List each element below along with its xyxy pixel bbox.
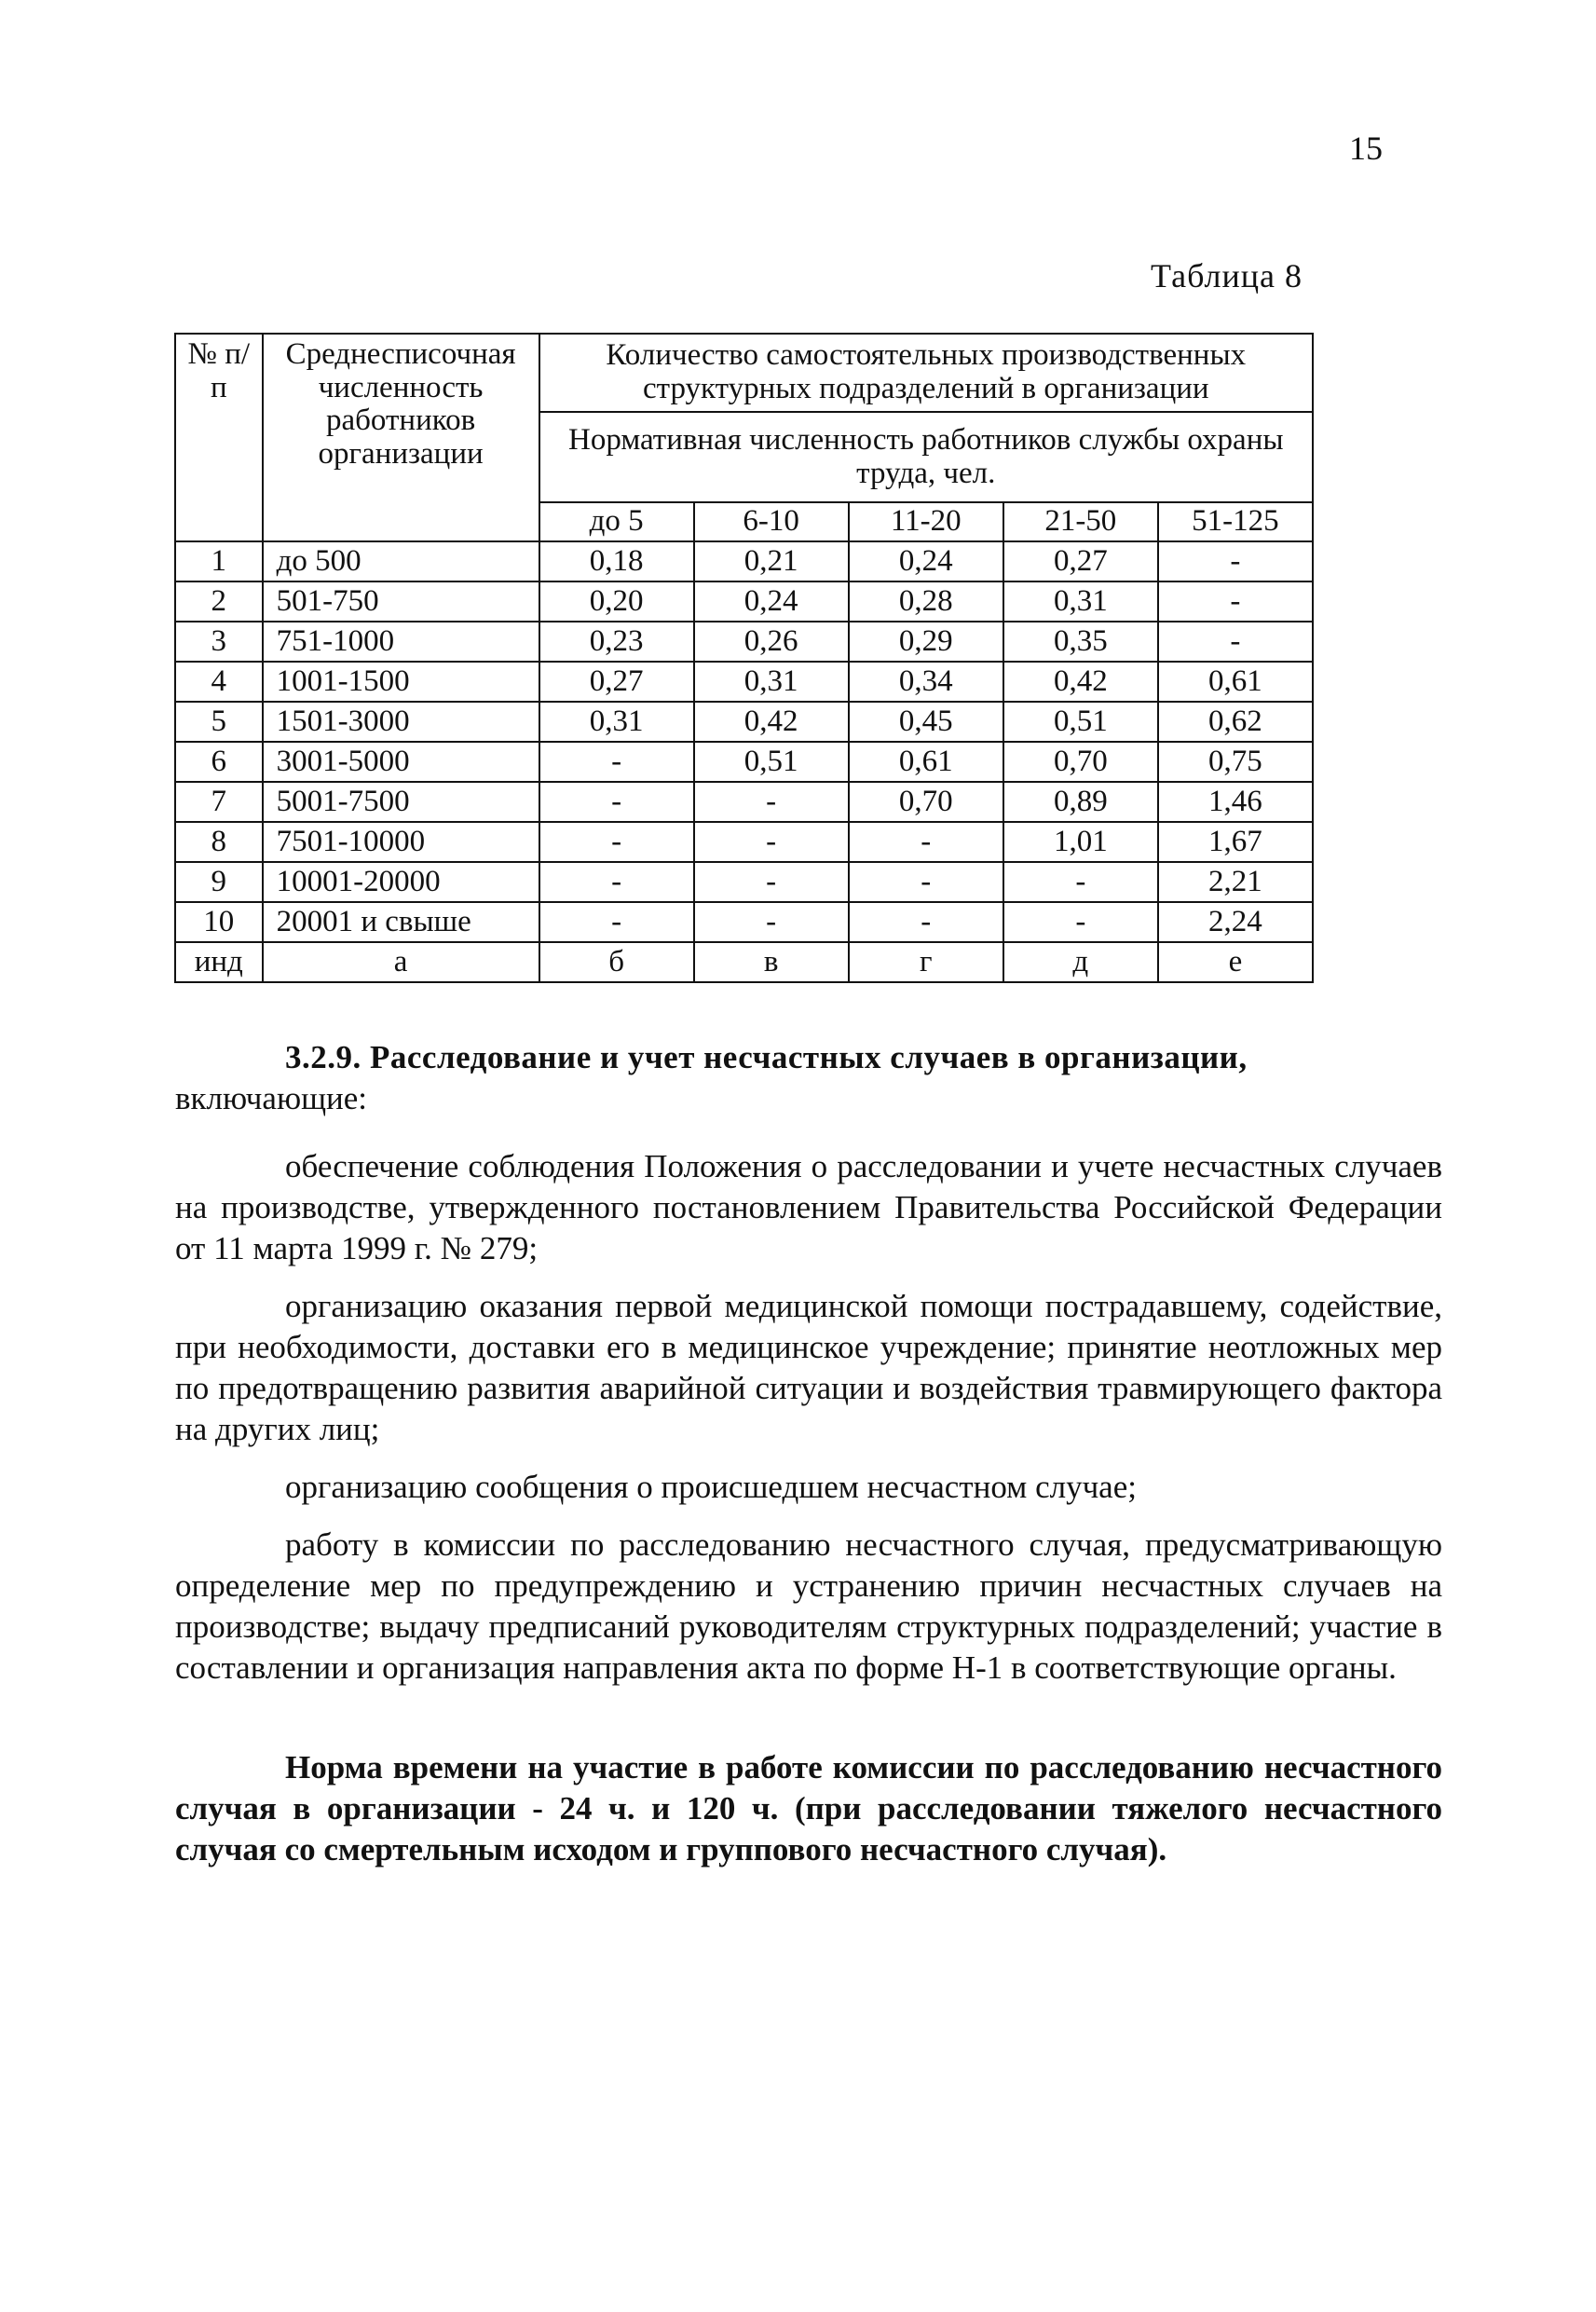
section-heading-bold: 3.2.9. Расследование и учет несчастных случаев в организации,: [285, 1039, 1248, 1075]
row-number-cell: 10: [175, 902, 263, 942]
value-cell: 0,28: [849, 581, 1003, 622]
headcount-range-cell: 751-1000: [263, 622, 539, 662]
paragraph: обеспечение соблюдения Положения о расследовании и учете несчастных случаев на производстве, утвержденного постановлением Правительства Российской Федерации от 11 марта 1999 г. № 279;: [175, 1148, 1442, 1266]
value-cell: 0,24: [694, 581, 849, 622]
table-row: [175, 541, 1313, 581]
value-cell: -: [539, 862, 694, 902]
value-cell: -: [539, 902, 694, 942]
page-number: 15: [1349, 130, 1383, 167]
row-number-cell: 5: [175, 702, 263, 742]
headcount-range-cell: до 500: [263, 541, 539, 581]
index-cell: б: [539, 942, 694, 982]
value-cell: -: [1158, 622, 1313, 662]
value-cell: -: [1003, 862, 1158, 902]
value-cell: -: [694, 862, 849, 902]
value-cell: 0,21: [694, 541, 849, 581]
headcount-range-cell: 1501-3000: [263, 702, 539, 742]
value-cell: 0,20: [539, 581, 694, 622]
table-row: [175, 822, 1313, 862]
value-cell: 0,24: [849, 541, 1003, 581]
row-number-cell: 6: [175, 742, 263, 782]
headcount-range-cell: 7501-10000: [263, 822, 539, 862]
column-header: 51-125: [1158, 502, 1313, 541]
table-row: [175, 862, 1313, 902]
row-number-cell: 2: [175, 581, 263, 622]
row-number-cell: 7: [175, 782, 263, 822]
value-cell: -: [539, 782, 694, 822]
headcount-range-cell: 501-750: [263, 581, 539, 622]
value-cell: -: [849, 862, 1003, 902]
paragraph: организацию сообщения о происшедшем несчастном случае;: [285, 1469, 1137, 1505]
index-cell: а: [263, 942, 539, 982]
value-cell: -: [694, 822, 849, 862]
index-row: [175, 942, 1313, 982]
value-cell: -: [539, 742, 694, 782]
headcount-range-cell: 5001-7500: [263, 782, 539, 822]
section-heading: [175, 1037, 1442, 1119]
value-cell: 2,21: [1158, 862, 1313, 902]
value-cell: 0,29: [849, 622, 1003, 662]
column-header: 6-10: [694, 502, 849, 541]
table-row: [175, 742, 1313, 782]
value-cell: 0,31: [1003, 581, 1158, 622]
time-norm-paragraph: Норма времени на участие в работе комиссии по расследованию несчастного случая в организации - 24 ч. и 120 ч. (при расследовании тяжелого несчастного случая со смертельным исходом и группового несчастного случая).: [175, 1749, 1442, 1867]
staffing-norms-table: [174, 333, 1314, 983]
table-row: [175, 581, 1313, 622]
paragraph: работу в комиссии по расследованию несчастного случая, предусматривающую определение мер по предупреждению и устранению причин несчастных случаев на производстве; выдачу предписаний руководителям структурных подразделений; участие в составлении и организация направления акта по форме Н-1 в соответствующие органы.: [175, 1526, 1442, 1686]
value-cell: 0,26: [694, 622, 849, 662]
value-cell: 0,42: [694, 702, 849, 742]
value-cell: 1,46: [1158, 782, 1313, 822]
header-normative-headcount: Нормативная численность работников службы охраны труда, чел.: [539, 412, 1313, 502]
header-row-number: № п/п: [175, 334, 263, 541]
table-caption: Таблица 8: [1151, 257, 1303, 294]
column-header: до 5: [539, 502, 694, 541]
value-cell: 2,24: [1158, 902, 1313, 942]
index-cell: д: [1003, 942, 1158, 982]
value-cell: -: [539, 822, 694, 862]
value-cell: 0,31: [694, 662, 849, 702]
value-cell: -: [1158, 541, 1313, 581]
index-cell: в: [694, 942, 849, 982]
value-cell: 0,23: [539, 622, 694, 662]
row-number-cell: 4: [175, 662, 263, 702]
table-row: [175, 782, 1313, 822]
value-cell: 0,27: [1003, 541, 1158, 581]
headcount-range-cell: 20001 и свыше: [263, 902, 539, 942]
paragraph: организацию оказания первой медицинской помощи пострадавшему, содействие, при необходимости, доставки его в медицинское учреждение; принятие неотложных мер по предотвращению развития аварийной ситуации и воздействия травмирующего фактора на других лиц;: [175, 1288, 1442, 1447]
value-cell: 0,35: [1003, 622, 1158, 662]
section-body: [175, 1146, 1442, 1705]
column-header: 21-50: [1003, 502, 1158, 541]
header-average-headcount: Среднесписочная численность работников организации: [263, 334, 539, 541]
index-cell: е: [1158, 942, 1313, 982]
value-cell: 0,45: [849, 702, 1003, 742]
value-cell: -: [1158, 581, 1313, 622]
value-cell: 0,62: [1158, 702, 1313, 742]
headcount-range-cell: 3001-5000: [263, 742, 539, 782]
value-cell: 0,42: [1003, 662, 1158, 702]
value-cell: 0,70: [1003, 742, 1158, 782]
row-number-cell: 9: [175, 862, 263, 902]
section-heading-regular: включающие:: [175, 1080, 368, 1116]
headcount-range-cell: 10001-20000: [263, 862, 539, 902]
index-cell: г: [849, 942, 1003, 982]
value-cell: 0,61: [849, 742, 1003, 782]
value-cell: -: [1003, 902, 1158, 942]
headcount-range-cell: 1001-1500: [263, 662, 539, 702]
value-cell: 0,51: [694, 742, 849, 782]
row-number-cell: 1: [175, 541, 263, 581]
value-cell: -: [849, 902, 1003, 942]
value-cell: 0,34: [849, 662, 1003, 702]
value-cell: -: [694, 902, 849, 942]
value-cell: -: [694, 782, 849, 822]
value-cell: -: [849, 822, 1003, 862]
row-number-cell: 8: [175, 822, 263, 862]
value-cell: 0,75: [1158, 742, 1313, 782]
value-cell: 0,18: [539, 541, 694, 581]
value-cell: 0,89: [1003, 782, 1158, 822]
table-row: [175, 662, 1313, 702]
value-cell: 1,01: [1003, 822, 1158, 862]
value-cell: 0,31: [539, 702, 694, 742]
value-cell: 0,61: [1158, 662, 1313, 702]
index-cell: инд: [175, 942, 263, 982]
table-row: [175, 902, 1313, 942]
time-norm-block: [175, 1747, 1442, 1887]
value-cell: 0,51: [1003, 702, 1158, 742]
row-number-cell: 3: [175, 622, 263, 662]
column-header: 11-20: [849, 502, 1003, 541]
table-row: [175, 702, 1313, 742]
header-subdivisions-count: Количество самостоятельных производственных структурных подразделений в организации: [539, 334, 1313, 412]
value-cell: 0,27: [539, 662, 694, 702]
table-row: [175, 622, 1313, 662]
value-cell: 0,70: [849, 782, 1003, 822]
value-cell: 1,67: [1158, 822, 1313, 862]
